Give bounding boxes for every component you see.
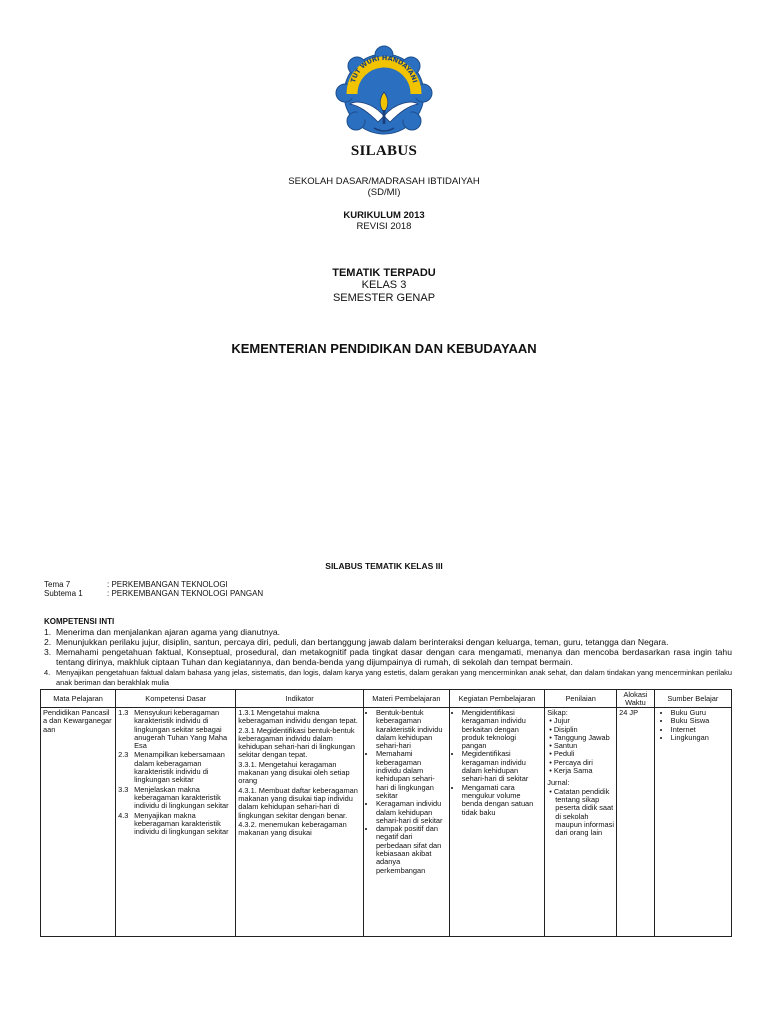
kd-item: [118, 751, 233, 784]
attitude-item: • Kerja Sama: [555, 767, 614, 775]
subject-cell: Pendidikan Pancasila dan Kewarganegaraan: [41, 708, 116, 937]
cover-title: SILABUS: [350, 143, 418, 159]
kd-item: [118, 709, 233, 750]
syllabus-title: SILABUS TEMATIK KELAS III: [325, 561, 443, 571]
table-header-row: [41, 690, 732, 708]
col-header-material: Materi Pembelajaran: [363, 690, 449, 708]
school-level-abbr: (SD/MI): [367, 187, 401, 198]
journal-label: Jurnal:: [547, 778, 570, 788]
col-header-resources: Sumber Belajar: [654, 690, 731, 708]
core-competence-heading: KOMPETENSI INTI: [44, 617, 115, 626]
logo-motto: TUT WURI HANDAYANI: [349, 53, 419, 84]
resource-item: • Buku Siswa: [671, 717, 729, 725]
assessment-cell: [545, 708, 617, 937]
attitude-item: • Jujur: [555, 717, 614, 725]
kd-text: Menyajikan makna keberagaman karakteristik individu di lingkungan sekitar: [134, 810, 229, 837]
kd-text: Menampilkan kebersamaan dalam keberagaman karakteristik individu di lingkungan sekitar: [134, 750, 225, 785]
meta-value: : PERKEMBANGAN TEKNOLOGI: [107, 580, 228, 589]
kd-number: 3.3: [118, 784, 129, 794]
kd-item: [118, 812, 233, 837]
ki-text: Menunjukkan perilaku jujur, disiplin, santun, percaya diri, peduli, dan bertanggung jawab dalam berinteraksi dengan keluarga, teman, guru, tetangga dan Negara.: [56, 637, 669, 647]
activity-item: • Mengidentifikasi keragaman individu berkaitan dengan produk teknologi pangan: [462, 709, 542, 750]
indicator-item: 4.3.1. Membuat daftar keberagaman makanan yang disukai tiap individu dalam kehidupan sehari-hari di lingkungan sekitar dengan benar.: [238, 785, 358, 820]
attitude-item: • Peduli: [555, 750, 614, 758]
ki-number: 3.: [44, 647, 52, 657]
attitude-item: • Disiplin: [555, 726, 614, 734]
indicator-item: 2.3.1 Megidentifikasi bentuk-bentuk keberagaman individu dalam kehidupan sehari-hari di lingkungan sekitar dengan tepat.: [238, 725, 355, 760]
table-row: [41, 708, 732, 937]
school-level: SEKOLAH DASAR/MADRASAH IBTIDAIYAH: [288, 176, 480, 187]
material-item: • Keragaman individu dalam kehidupan sehari-hari di sekitar: [376, 800, 447, 825]
attitude-item: • Santun: [555, 742, 614, 750]
ministry-name: KEMENTERIAN PENDIDIKAN DAN KEBUDAYAAN: [231, 341, 537, 356]
core-competence-1: [44, 627, 732, 637]
meta-key: Subtema 1: [44, 589, 83, 598]
tut-wuri-handayani-logo: [334, 44, 434, 144]
curriculum: KURIKULUM 2013: [343, 210, 425, 221]
material-item: • Bentuk-bentuk keberagaman karakteristik individu dalam kehidupan sehari-hari: [376, 709, 447, 750]
kd-cell: [116, 708, 236, 937]
meta-subtheme: [44, 589, 344, 598]
theme-title: TEMATIK TERPADU: [332, 267, 436, 279]
meta-value: : PERKEMBANGAN TEKNOLOGI PANGAN: [107, 589, 264, 598]
kd-text: Mensyukuri keberagaman karakteristik individu di lingkungan sekitar sebagai anugerah Tuhan Yang Maha Esa: [134, 708, 228, 751]
material-cell: [363, 708, 449, 937]
ki-text: Memahami pengetahuan faktual, Konseptual, prosedural, dan metakognitif pada tingkat dasar dengan cara mengamati, menanya dan mencoba berdasarkan rasa ingin tahu tentang dirinya, makhluk ciptaan Tuhan dan kegiatannya, dan benda-benda yang dijumpainya di rumah, di sekolah dan tempat bermain.: [56, 647, 732, 667]
class-level: KELAS 3: [361, 279, 407, 291]
time-allocation-cell: 24 JP: [617, 708, 655, 937]
core-competence-2: [44, 637, 732, 647]
ki-number: 1.: [44, 627, 52, 637]
semester: SEMESTER GENAP: [332, 292, 436, 304]
kd-number: 2.3: [118, 750, 129, 760]
core-competence-3: [44, 647, 732, 667]
resource-item: • Internet: [671, 726, 729, 734]
core-competence-4: [44, 668, 732, 687]
meta-theme: [44, 580, 344, 589]
kd-number: 1.3: [118, 708, 129, 717]
attitude-item: • Tanggung Jawab: [555, 734, 614, 742]
resource-item: • Buku Guru: [671, 709, 729, 717]
kd-text: Menjelaskan makna keberagaman karakteristik individu di lingkungan sekitar: [134, 784, 229, 811]
indicator-item: 3.3.1. Mengetahui keragaman makanan yang disukai oleh setiap orang: [238, 759, 350, 786]
material-item: • dampak positif dan negatif dari perbedaan sifat dan kebiasaan akibat adanya perkembangan: [376, 825, 447, 875]
kd-item: [118, 786, 233, 811]
tut-wuri-handayani-emblem-icon: [334, 44, 434, 144]
ki-text: Menerima dan menjalankan ajaran agama yang dianutnya.: [56, 627, 281, 637]
ki-text: Menyajikan pengetahuan faktual dalam bahasa yang jelas, sistematis, dan logis, dalam karya yang estetis, dalam gerakan yang mencerminkan anak sehat, dan dalam tindakan yang mencerminkan perilaku anak beriman dan berakhlak mulia: [56, 668, 732, 687]
journal-item: • Catatan pendidik tentang sikap peserta didik saat di sekolah maupun informasi dari orang lain: [555, 788, 614, 838]
activity-cell: [449, 708, 544, 937]
activity-item: • Megidentifikasi keragaman individu dalam kehidupan sehari-hari di sekitar: [462, 750, 542, 783]
indicator-cell: [236, 708, 364, 937]
ki-number: 4.: [44, 668, 51, 677]
col-header-time: Alokasi Waktu: [617, 690, 655, 708]
col-header-activity: Kegiatan Pembelajaran: [449, 690, 544, 708]
activity-item: • Mengamati cara mengukur volume benda dengan satuan tidak baku: [462, 784, 542, 817]
resources-cell: [654, 708, 731, 937]
attitude-label: Sikap:: [547, 708, 568, 717]
ki-number: 2.: [44, 637, 52, 647]
col-header-subject: Mata Pelajaran: [41, 690, 116, 708]
meta-key: Tema 7: [44, 580, 71, 589]
material-item: • Memahami keberagaman individu dalam kehidupan sehari-hari di lingkungan sekitar: [376, 750, 447, 800]
indicator-item: 1.3.1 Mengetahui makna keberagaman individu dengan tepat.: [238, 708, 358, 726]
revision: REVISI 2018: [356, 221, 412, 232]
resource-item: • Lingkungan: [671, 734, 729, 742]
syllabus-table: [40, 689, 732, 937]
col-header-kd: Kompetensi Dasar: [116, 690, 236, 708]
indicator-item: 4.3.2. menemukan keberagaman makanan yang disukai: [238, 819, 347, 838]
col-header-indicator: Indikator: [236, 690, 364, 708]
col-header-assessment: Penilaian: [545, 690, 617, 708]
kd-number: 4.3: [118, 810, 129, 820]
attitude-item: • Percaya diri: [555, 759, 614, 767]
